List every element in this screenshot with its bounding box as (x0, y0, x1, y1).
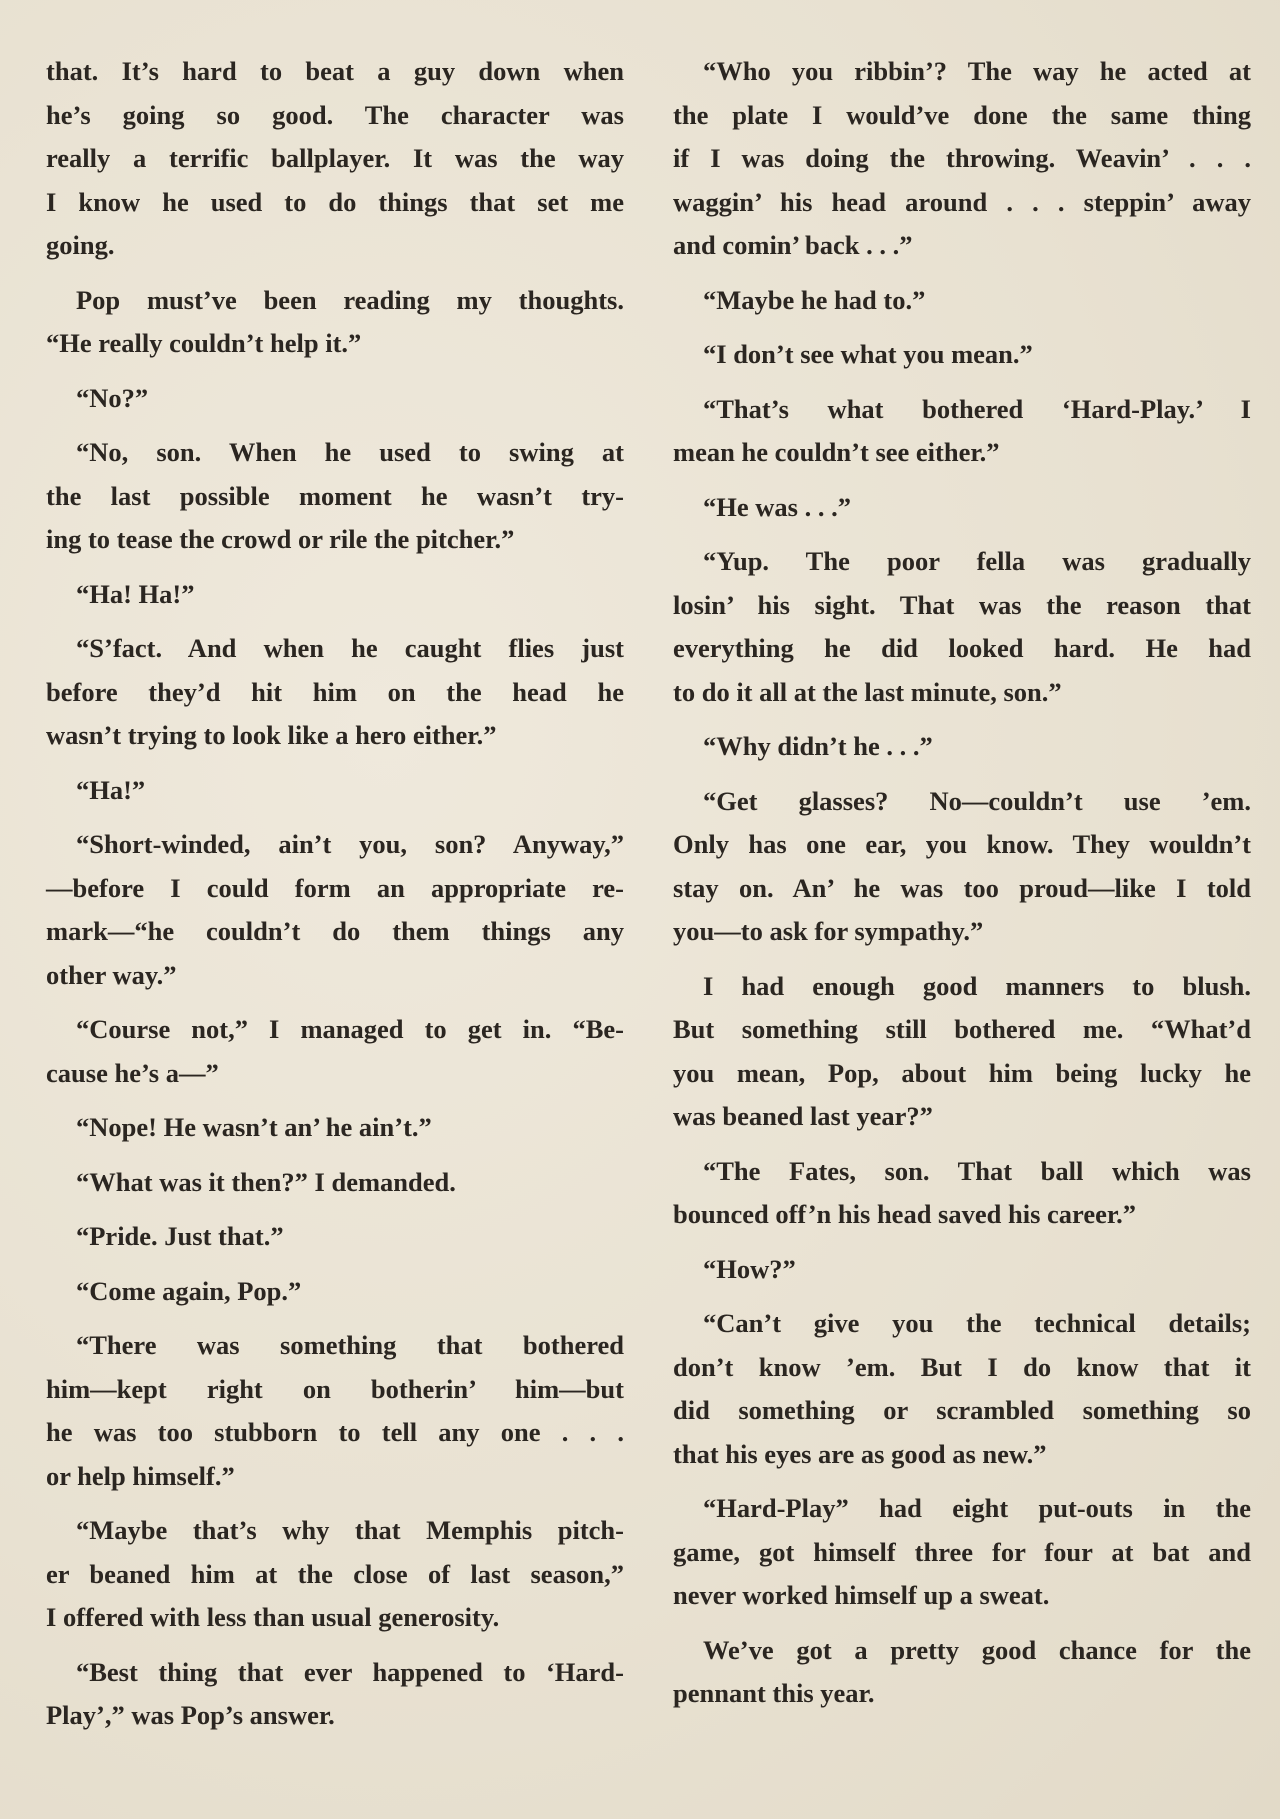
text-line: Play’,” was Pop’s answer. (46, 1700, 335, 1730)
text-line: and comin’ back . . .” (673, 230, 913, 260)
text-line: before they’d hit him on the head he (46, 676, 624, 707)
text-line: “I don’t see what you mean.” (703, 339, 1033, 369)
text-line: that his eyes are as good as new.” (673, 1438, 1047, 1469)
text-line: you mean, Pop, about him being lucky he (673, 1057, 1251, 1088)
text-line: mean he couldn’t see either.” (673, 437, 1000, 467)
text-line: waggin’ his head around . . . steppin’ away (673, 186, 1251, 217)
text-line: “Nope! He wasn’t an’ he ain’t.” (76, 1112, 432, 1142)
paragraph (46, 1651, 624, 1738)
text-line: did something or scrambled something so (673, 1395, 1251, 1425)
text-line: going. (46, 230, 115, 260)
text-line: “Short-winded, ain’t you, son? Anyway,” (76, 829, 624, 859)
text-line: everything he did looked hard. He had (673, 633, 1251, 663)
paragraph (673, 1150, 1251, 1237)
paragraph (46, 573, 624, 617)
text-line: “Can’t give you the technical details; (703, 1308, 1251, 1338)
text-line: “Ha!” (76, 774, 146, 805)
paragraph (673, 333, 1251, 377)
text-line: if I was doing the throwing. Weavin’ . . . (673, 143, 1251, 173)
paragraph (673, 388, 1251, 475)
text-line: “Get glasses? No—couldn’t use ’em. (703, 785, 1251, 816)
paragraph (46, 50, 624, 268)
paragraph (46, 823, 624, 997)
paragraph (673, 50, 1251, 268)
paragraph (46, 1270, 624, 1314)
text-line: him—kept right on botherin’ him—but (46, 1373, 624, 1404)
paragraph (673, 1248, 1251, 1292)
text-line: “Course not,” I managed to get in. “Be- (76, 1014, 624, 1044)
text-line: “Best thing that ever happened to ‘Hard- (76, 1656, 624, 1687)
paragraph (673, 279, 1251, 323)
text-line: ing to tease the crowd or rile the pitcher.” (46, 524, 515, 554)
text-line: “Maybe that’s why that Memphis pitch- (76, 1515, 624, 1545)
text-line: don’t know ’em. But I do know that it (673, 1351, 1251, 1382)
left-column (46, 50, 624, 1749)
text-line: But something still bothered me. “What’d (673, 1014, 1251, 1044)
text-line: really a terrific ballplayer. It was the way (46, 143, 624, 173)
paragraph (46, 627, 624, 758)
paragraph (46, 1106, 624, 1150)
text-line: “He was . . .” (703, 491, 851, 522)
paragraph (673, 725, 1251, 769)
text-line: “No?” (76, 382, 149, 413)
text-line: he was too stubborn to tell any one . . . (46, 1417, 624, 1447)
text-line: “The Fates, son. That ball which was (703, 1155, 1251, 1186)
right-column (673, 50, 1251, 1727)
text-line: “Who you ribbin’? The way he acted at (703, 56, 1251, 86)
text-line: to do it all at the last minute, son.” (673, 676, 1062, 707)
text-line: mark—“he couldn’t do them things any (46, 916, 624, 946)
text-line: Only has one ear, you know. They wouldn’t (673, 829, 1251, 859)
text-line: “What was it then?” I demanded. (76, 1166, 456, 1197)
text-line: “He really couldn’t help it.” (46, 328, 362, 358)
paragraph (673, 1487, 1251, 1618)
text-line: Pop must’ve been reading my thoughts. (76, 284, 624, 315)
text-line: “Pride. Just that.” (76, 1221, 284, 1251)
text-line: “Ha! Ha!” (76, 578, 195, 609)
paragraph (46, 769, 624, 813)
text-line: stay on. An’ he was too proud—like I told (673, 872, 1251, 903)
text-line: “Maybe he had to.” (703, 284, 926, 315)
text-line: was beaned last year?” (673, 1101, 933, 1131)
text-line: “Hard-Play” had eight put-outs in the (703, 1493, 1251, 1523)
text-line: bounced off’n his head saved his career.” (673, 1199, 1137, 1229)
text-line: that. It’s hard to beat a guy down when (46, 56, 624, 86)
text-line: —before I could form an appropriate re- (46, 872, 624, 903)
paragraph (673, 780, 1251, 954)
text-line: you—to ask for sympathy.” (673, 916, 984, 946)
text-line: “No, son. When he used to swing at (76, 437, 624, 467)
text-line: “S’fact. And when he caught flies just (76, 633, 624, 663)
paragraph (46, 1008, 624, 1095)
paragraph (46, 1509, 624, 1640)
paragraph (673, 540, 1251, 714)
text-line: “There was something that bothered (76, 1330, 624, 1360)
text-line: other way.” (46, 959, 177, 990)
paragraph (673, 965, 1251, 1139)
text-line: I know he used to do things that set me (46, 186, 624, 217)
text-line: er beaned him at the close of last season,” (46, 1558, 624, 1589)
text-line: losin’ his sight. That was the reason that (673, 589, 1251, 620)
paragraph (46, 431, 624, 562)
text-line: game, got himself three for four at bat and (673, 1536, 1251, 1567)
text-line: “That’s what bothered ‘Hard-Play.’ I (703, 393, 1251, 424)
paragraph (673, 486, 1251, 530)
text-line: I offered with less than usual generosity. (46, 1602, 500, 1632)
paragraph (46, 1161, 624, 1205)
text-line: “How?” (703, 1253, 796, 1284)
paragraph (673, 1302, 1251, 1476)
text-line: he’s going so good. The character was (46, 99, 624, 130)
paragraph (46, 1324, 624, 1498)
text-line: pennant this year. (673, 1678, 875, 1708)
text-line: wasn’t trying to look like a hero either.” (46, 720, 497, 750)
paragraph (46, 377, 624, 421)
text-line: the plate I would’ve done the same thing (673, 99, 1251, 130)
text-line: “Yup. The poor fella was gradually (703, 546, 1251, 576)
paragraph (46, 1215, 624, 1259)
text-line: never worked himself up a sweat. (673, 1580, 1050, 1610)
paragraph (673, 1629, 1251, 1716)
text-line: or help himself.” (46, 1460, 235, 1491)
text-line: I had enough good manners to blush. (703, 970, 1251, 1001)
text-line: “Come again, Pop.” (76, 1275, 302, 1306)
paragraph (46, 279, 624, 366)
text-line: “Why didn’t he . . .” (703, 731, 933, 761)
text-line: cause he’s a—” (46, 1057, 219, 1088)
text-line: We’ve got a pretty good chance for the (703, 1634, 1251, 1665)
text-line: the last possible moment he wasn’t try- (46, 480, 624, 511)
